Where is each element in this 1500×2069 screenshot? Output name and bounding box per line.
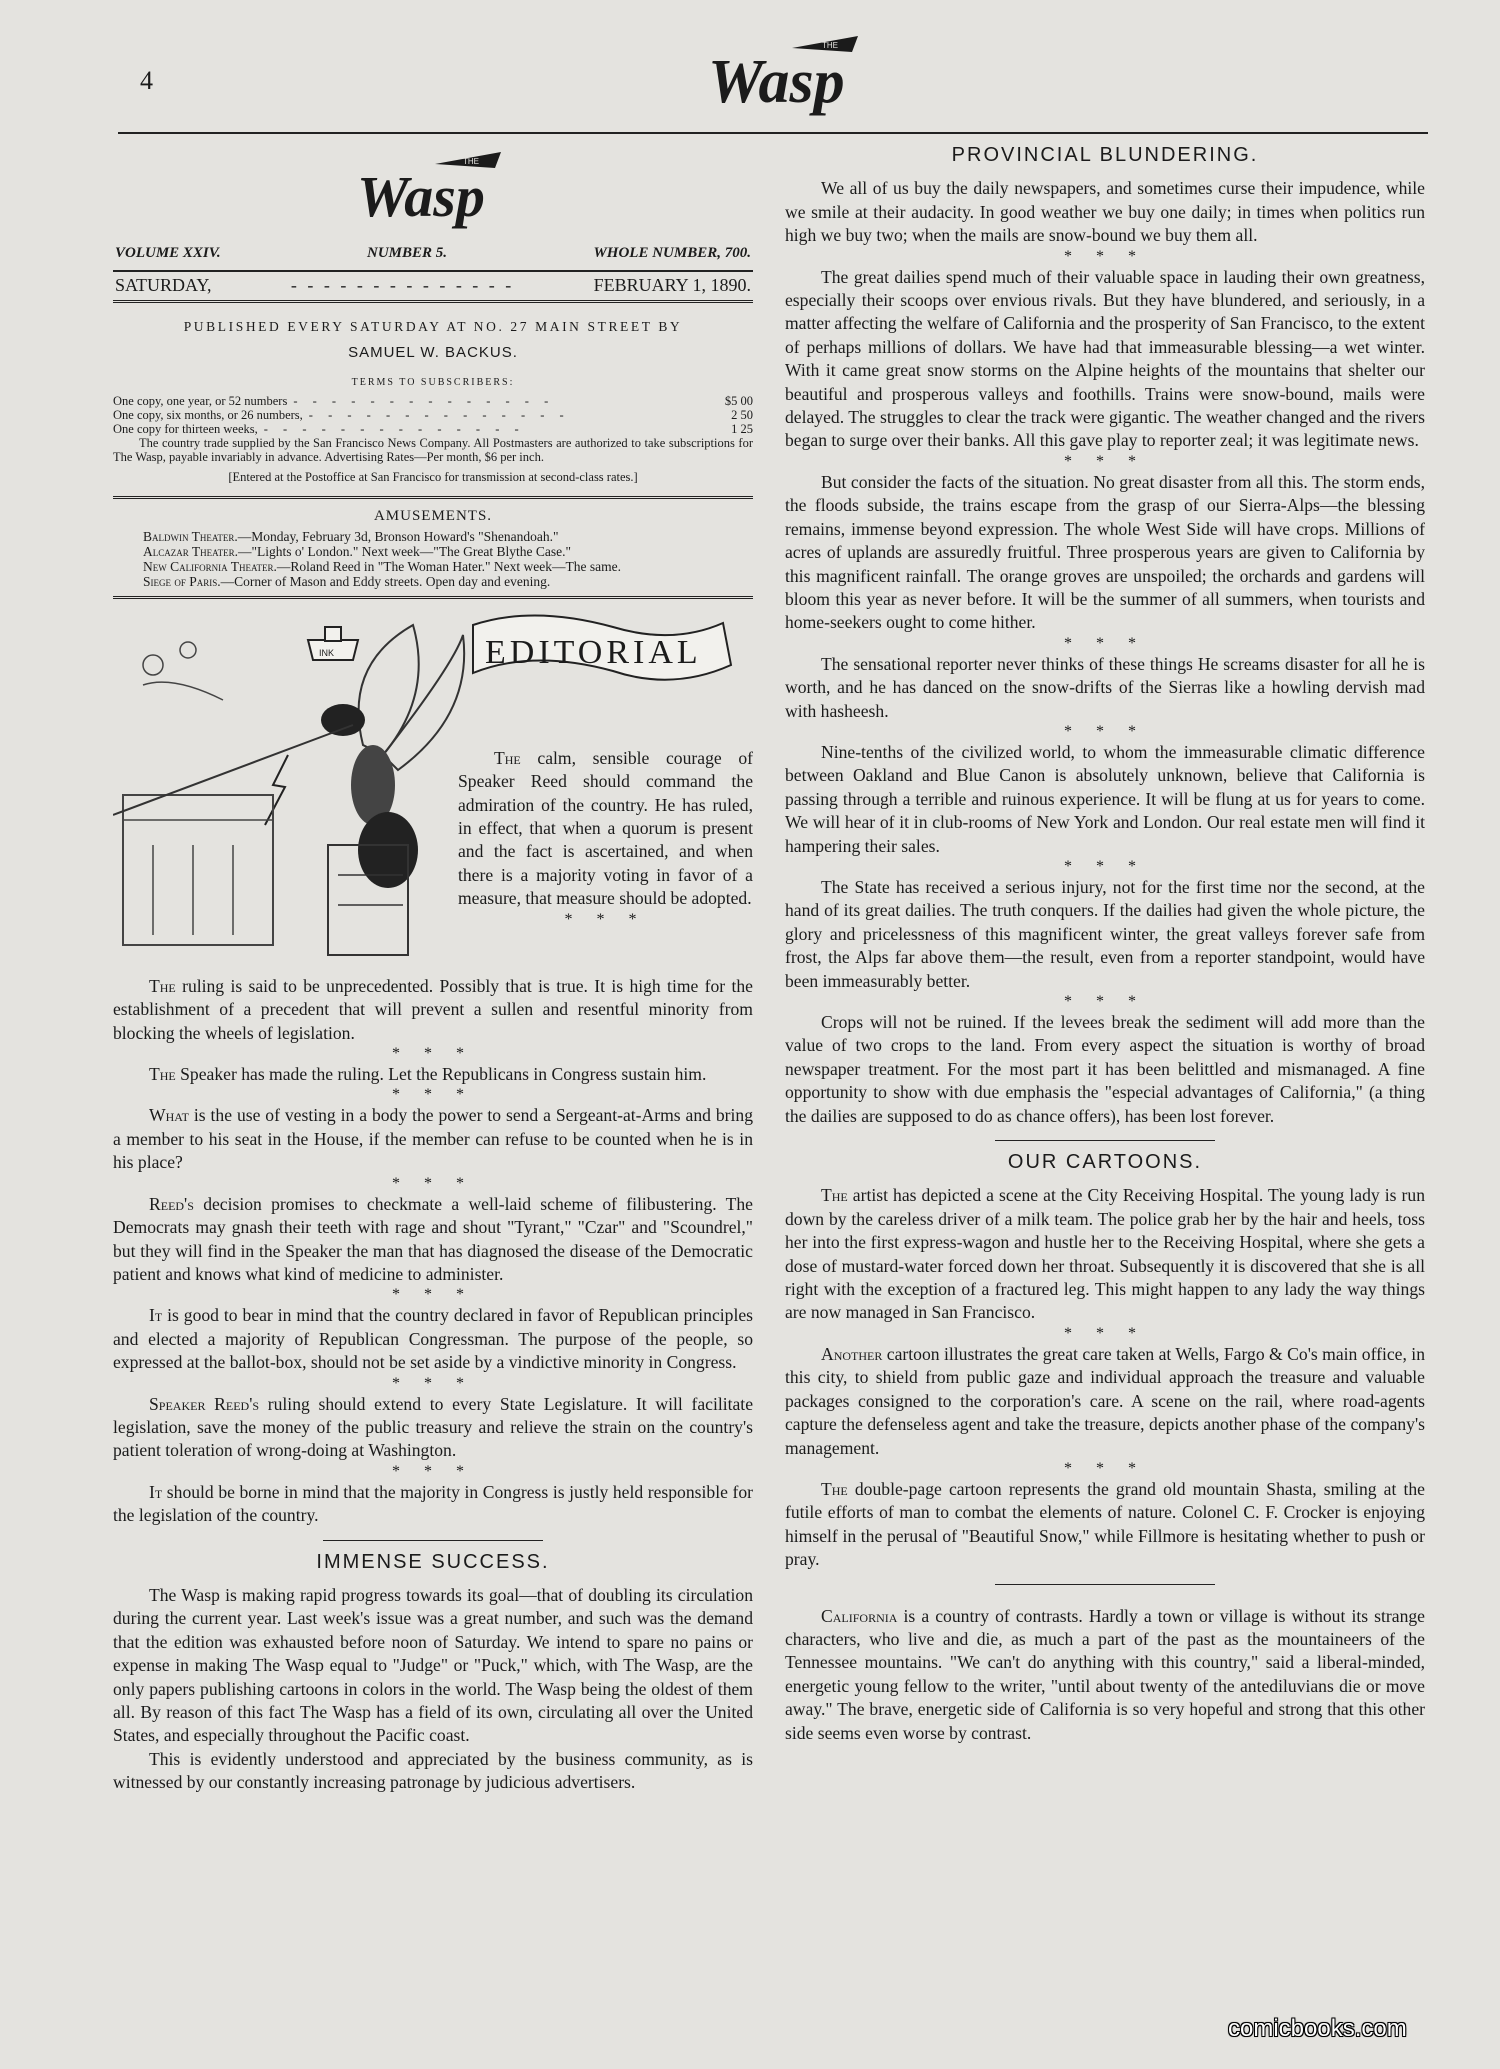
california-paragraph: [785, 1605, 1425, 1745]
issue-date-row: [113, 270, 753, 302]
section-stars: * * *: [392, 1045, 474, 1063]
rate-amount: 2 50: [731, 408, 753, 423]
volume-text: VOLUME XXIV.: [115, 245, 221, 261]
section-stars: * * *: [392, 1174, 474, 1192]
provincial-paragraph: Nine-tenths of the civilized world, to whom the immeasurable climatic difference between Oakland and Blue Canon is absolutely unknown, believe that California is passing through a terrible and ruinous experience. It will be flung at us for years to come. We will hear of it in club-rooms of New York and London. Our real estate men will find it hampering their sales.: [785, 741, 1425, 856]
rate-label: One copy, one year, or 52 numbers: [113, 394, 288, 409]
section-stars: * * *: [392, 1286, 474, 1304]
provincial-paragraph: We all of us buy the daily newspapers, and sometimes curse their impudence, while we smile at their audacity. In good weather we buy one daily; in times when politics run high we buy two; when the mails are snow-bound we buy them all.: [785, 178, 1425, 246]
amusements-heading: AMUSEMENTS.: [373, 508, 493, 525]
lead-word: California: [821, 1605, 898, 1626]
rate-dots: - - - - - - - - - - - - - -: [263, 422, 525, 437]
amusement-item: [113, 529, 753, 544]
provincial-paragraph: Crops will not be ruined. If the levees break the sediment will add more than the value of two crops to the land. From every aspect the situation is worthy of broad newspaper treatment. For the most part it has been belittled and mismanaged. A fine opportunity to show with due emphasis the "especial advantages of California," (a thing the dailies are supposed to do as chance offers), has been lost forever.: [785, 1012, 1425, 1126]
provincial-paragraph: The great dailies spend much of their valuable space in lauding their own greatness, especially their scoops over envious rivals. But they have blundered, and seriously, in a matter affecting the welfare of California and the prosperity of San Francisco, to the extent of perhaps millions of dollars. We have had that immeasurable blessing—a wet winter. With it came great snow storms on the Alpine heights of the mountains that shelter our beautiful and prosperous valleys and foothills. Trains were snow-bound, mails were delayed. The struggles to clear the track were gigantic. The weather changed and the rivers began to surge over their banks. All this gave play to reporter zeal; it was legitimate news.: [785, 266, 1425, 451]
lead-word: The: [821, 1185, 848, 1206]
section-stars: * * *: [1064, 452, 1146, 470]
whole-number-text: WHOLE NUMBER, 700.: [593, 245, 751, 261]
amusement-item: [113, 559, 753, 574]
rate-dots: - - - - - - - - - - - - - -: [308, 408, 570, 423]
left-column: [113, 140, 753, 1795]
provincial-heading: PROVINCIAL BLUNDERING.: [951, 144, 1259, 166]
paragraph-text: decision promises to checkmate a well-laid scheme of filibustering. The Democrats may gnash their teeth with rage and shout "Tyrant," "Czar" and "Scoundrel," but they will find in the Speaker the man that has diagnosed the disease of the Democratic patient and knows what kind of medicine to administer.: [113, 1193, 753, 1284]
terms-heading: TERMS TO SUBSCRIBERS:: [351, 376, 515, 388]
provincial-paragraph: The State has received a serious injury, not for the first time nor the second, at the hand of its great dailies. The truth conquers. If the dailies had given the whole picture, the glory and pricelessness of this magnificent winter, the great valleys forever safe from frost, the Alps far above them—the result, even from a reporter standpoint, would have been immeasurably better.: [785, 876, 1425, 991]
cartoons-paragraph: [785, 1184, 1425, 1324]
amusement-name: Siege of Paris.: [143, 573, 221, 589]
cartoons-paragraph: [785, 1478, 1425, 1572]
section-stars: * * *: [1064, 634, 1146, 652]
spacer: [785, 1595, 1425, 1605]
amusements-list: [113, 529, 753, 589]
lead-word: What: [149, 1105, 189, 1126]
page-number: 4: [140, 66, 153, 95]
section-stars: * * *: [392, 1462, 474, 1480]
paragraph-text: double-page cartoon represents the grand old mountain Shasta, smiling at the futile efforts of man to combat the elements of nature. Colonel C. F. Crocker is enjoying himself in the perusal of "Beautiful Snow," while Fillmore is hesitating whether to push or pray.: [785, 1478, 1425, 1570]
publisher-name: SAMUEL W. BACKUS.: [348, 344, 518, 362]
lead-word: Reed's: [149, 1193, 194, 1214]
double-rule: [113, 596, 753, 599]
lead-word: Another: [821, 1343, 883, 1364]
issue-date: FEBRUARY 1, 1890.: [593, 275, 751, 296]
lead-word: The: [821, 1478, 848, 1499]
top-rule: [118, 132, 1428, 134]
double-rule: [113, 496, 753, 499]
section-stars: * * *: [392, 1374, 474, 1392]
paragraph-text: is the use of vesting in a body the power to send a Sergeant-at-Arms and bring a member to his seat in the House, if the member can refuse to be counted when he is in his place?: [113, 1105, 753, 1173]
editorial-paragraph: [113, 1104, 753, 1174]
section-stars: * * *: [1064, 722, 1146, 740]
provincial-paragraph: The sensational reporter never thinks of these things He screams disaster for all he is worth, and he has danced on the snow-drifts of the Sierras like a howling dervish mad with hasheesh.: [785, 653, 1425, 721]
section-stars: * * *: [1064, 247, 1146, 265]
editorial-illustration: [113, 605, 753, 975]
amusement-name: Baldwin Theater.: [143, 528, 238, 544]
amusement-text: —Corner of Mason and Eddy streets. Open day and evening.: [220, 573, 551, 589]
rate-amount: 1 25: [731, 422, 753, 437]
paragraph-text: ruling is said to be unprecedented. Possibly that is true. It is high time for the establishment of a precedent that will prevent a sullen and resentful minority from blocking the wheels of legislation.: [113, 975, 753, 1043]
masthead-logo-top: [700, 30, 880, 125]
lead-word: The: [149, 1064, 176, 1085]
section-stars: * * *: [564, 910, 647, 928]
editorial-banner-text: EDITORIAL: [485, 633, 702, 671]
section-stars: * * *: [1064, 1459, 1146, 1477]
trade-note: The country trade supplied by the San Francisco News Company. All Postmasters are authorized to take subscriptions for The Wasp, payable invariably in advance. Advertising Rates—Per month, $6 per inch.: [113, 436, 753, 465]
editorial-paragraph: [458, 747, 753, 911]
editorial-intro: [458, 747, 753, 929]
ink-label: INK: [319, 647, 335, 658]
masthead-the-text: THE: [822, 41, 838, 50]
provincial-paragraph: But consider the facts of the situation. No great disaster from all this. The storm ends, the floods subside, the trains escape from the grasp of our Sierra-Alps—the blessing remains, immense beyond expression. The whole West Side will have crops. Millions of acres of uplands are assuredly fruitful. Three prosperous years are given to California by this magnificent rainfall. The orange groves are unspoiled; the orchards and gardens will bloom this year as never before. It will be the summer of all summers, when tourists and home-seekers ought to come hither.: [785, 471, 1425, 633]
issue-dashes: - - - - - - - - - - - - - -: [290, 275, 515, 296]
rate-label: One copy for thirteen weeks,: [113, 422, 258, 437]
paragraph-text: calm, sensible courage of Speaker Reed should command the admiration of the country. He has ruled, in effect, that when a quorum is present and the fact is ascertained, and when there is a majority voting in favor of a measure, that measure should be adopted.: [458, 747, 753, 909]
paragraph-text: is a country of contrasts. Hardly a town or village is without its strange characters, who live and die, as much a part of the past as the mountaineers of the Tennessee mountains. "We can't do anything with this country," said a liberal-minded, energetic young fellow to the writer, "until about twenty of the antediluvians die or move away." The brave, energetic side of California is so very hopeful and strong that this other side seems even worse by contrast.: [785, 1605, 1425, 1743]
paragraph-text: should be borne in mind that the majority in Congress is justly held responsible for the legislation of the country.: [113, 1481, 753, 1526]
section-divider: [995, 1140, 1215, 1141]
lead-word: The: [149, 975, 176, 996]
publisher-line: PUBLISHED EVERY SATURDAY AT NO. 27 MAIN STREET BY: [183, 318, 683, 334]
amusement-text: —Roland Reed in "The Woman Hater." Next week—The same.: [276, 558, 621, 574]
issue-volume-row: [113, 242, 753, 265]
lead-word: Speaker Reed's: [149, 1393, 260, 1414]
amusement-name: New California Theater.: [143, 558, 277, 574]
subscription-rates: [113, 394, 753, 436]
section-stars: * * *: [1064, 1324, 1146, 1342]
editorial-paragraph: [113, 1193, 753, 1287]
lead-word: It: [149, 1481, 163, 1502]
section-stars: * * *: [1064, 993, 1146, 1010]
paragraph-text: cartoon illustrates the great care taken at Wells, Fargo & Co's main office, in this city, to shield from public gaze and individual approach the treasure and valuable packages consigned to the corporation's care. A scene on the rail, where road-agents capture the defenseless agent and take the treasure, depicts another phase of the company's management.: [785, 1343, 1425, 1458]
rate-row: [113, 408, 753, 422]
section-stars: * * *: [392, 1086, 474, 1104]
rate-row: [113, 422, 753, 436]
section-divider: [995, 1584, 1215, 1585]
amusement-item: [113, 544, 753, 559]
masthead-logo: [353, 148, 513, 238]
lead-word: It: [149, 1305, 163, 1326]
editorial-paragraph: [113, 1304, 753, 1374]
rate-label: One copy, six months, or 26 numbers,: [113, 408, 303, 423]
amusement-name: Alcazar Theater.: [143, 543, 238, 559]
masthead-name-text: Wasp: [708, 48, 845, 116]
lead-word: The: [494, 747, 521, 768]
section-stars: * * *: [1064, 857, 1146, 875]
immense-paragraph: This is evidently understood and appreciated by the business community, as is witnessed by our constantly increasing patronage by judicious advertisers.: [113, 1748, 753, 1793]
right-column: [785, 140, 1425, 1745]
immense-success-heading: IMMENSE SUCCESS.: [316, 1550, 550, 1573]
paragraph-text: is good to bear in mind that the country declared in favor of Republican principles and elected a majority of Republican Congressman. The purpose of the people, so expressed at the ballot-box, should not be set aside by a vindictive minority in Congress.: [113, 1305, 753, 1373]
editorial-paragraph: [113, 1063, 753, 1086]
cartoons-paragraph: [785, 1343, 1425, 1460]
issue-day: SATURDAY,: [115, 275, 212, 296]
amusement-item: [113, 574, 753, 589]
rate-dots: - - - - - - - - - - - - - -: [293, 394, 555, 409]
masthead-name-label: Wasp: [357, 164, 485, 229]
site-watermark: comicbooks.com: [1228, 2015, 1407, 2042]
editorial-paragraph: [113, 1393, 753, 1463]
our-cartoons-heading: OUR CARTOONS.: [1007, 1151, 1203, 1174]
paragraph-text: Speaker has made the ruling. Let the Republicans in Congress sustain him.: [175, 1064, 707, 1085]
amusement-text: —Monday, February 3d, Bronson Howard's "Shenandoah.": [237, 528, 559, 544]
number-text: NUMBER 5.: [367, 245, 448, 261]
immense-paragraph: The Wasp is making rapid progress towards its goal—that of doubling its circulation during the current year. Last week's issue was a great number, and such was the demand that the edition was exhausted before noon of Saturday. We intend to spare no pains or expense in making The Wasp equal to "Judge" or "Puck," which, with The Wasp, are the only papers publishing cartoons in colors in the world. The Wasp being the oldest of them all. By reason of this fact The Wasp has a field of its own, circulating all over the United States, and especially throughout the Pacific coast.: [113, 1584, 753, 1746]
paragraph-text: artist has depicted a scene at the City Receiving Hospital. The young lady is run down by the careless driver of a milk team. The police grab her by the hair and heels, toss her into the first express-wagon and hustle her to the Receiving Hospital, where she gets a dose of mustard-water forced down her throat. Subsequently it is discovered that she is all right with the exception of a fractured leg. This might happen to any lady the way things are now managed in San Francisco.: [785, 1185, 1425, 1323]
amusement-text: —"Lights o' London." Next week—"The Great Blythe Case.": [238, 543, 572, 559]
rate-row: [113, 394, 753, 408]
paragraph-text: ruling should extend to every State Legislature. It will facilitate legislation, save the money of the public treasury and relieve the strain on the country's patient toleration of wrong-doing at Washington.: [113, 1393, 753, 1461]
editorial-paragraph: [113, 975, 753, 1045]
masthead-the-label: THE: [463, 157, 479, 166]
rate-amount: $5 00: [724, 394, 753, 409]
editorial-paragraph: [113, 1481, 753, 1528]
entered-note: [Entered at the Postoffice at San Francisco for transmission at second-class rates.]: [228, 470, 638, 485]
section-divider: [323, 1540, 543, 1541]
